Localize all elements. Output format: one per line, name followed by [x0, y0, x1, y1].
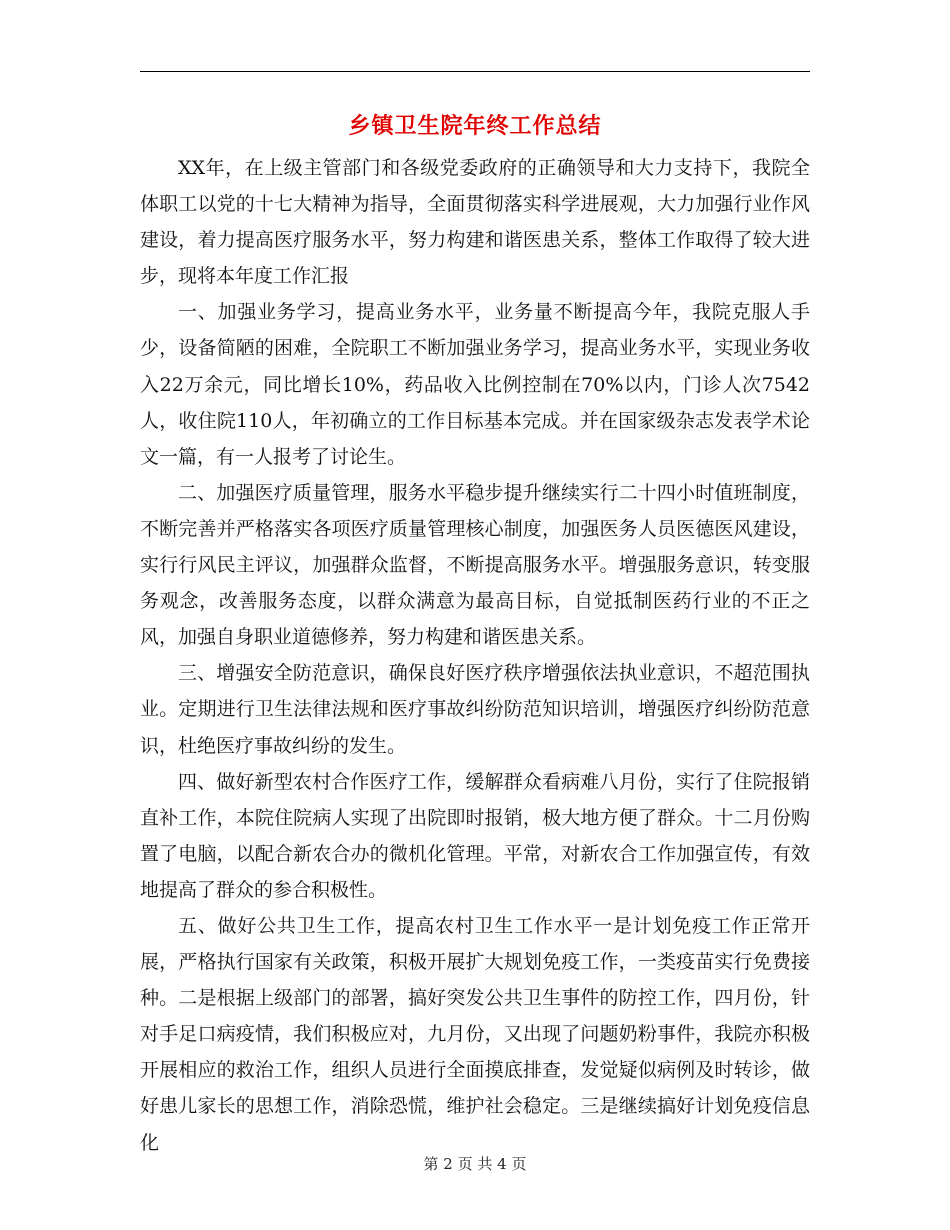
section-1-paragraph: 一、加强业务学习，提高业务水平，业务量不断提高今年，我院克服人手少，设备简陋的困难，全院职工不断加强业务学习，提高业务水平，实现业务收入22万余元，同比增长10%，药品收入比例控制在70%以内，门诊人次7542人，收住院110人，年初确立的工作目标基本完成。并在国家级杂志发表学术论文一篇，有一人报考了讨论生。 — [140, 301, 810, 468]
intro-paragraph: XX年，在上级主管部门和各级党委政府的正确领导和大力支持下，我院全体职工以党的十七大精神为指导，全面贯彻落实科学进展观，大力加强行业作风建设，着力提高医疗服务水平，努力构建和谐医患关系，整体工作取得了较大进步，现将本年度工作汇报 — [140, 157, 810, 288]
section-2-paragraph: 二、加强医疗质量管理，服务水平稳步提升继续实行二十四小时值班制度，不断完善并严格落实各项医疗质量管理核心制度，加强医务人员医德医风建设，实行行风民主评议，加强群众监督，不断提高服务水平。增强服务意识，转变服务观念，改善服务态度，以群众满意为最高目标，自觉抵制医药行业的不正之风，加强自身职业道德修养，努力构建和谐医患关系。 — [140, 481, 810, 649]
section-5-paragraph: 五、做好公共卫生工作，提高农村卫生工作水平一是计划免疫工作正常开展，严格执行国家有关政策，积极开展扩大规划免疫工作，一类疫苗实行免费接种。二是根据上级部门的部署，搞好突发公共卫生事件的防控工作，四月份，针对手足口病疫情，我们积极应对，九月份，又出现了问题奶粉事件，我院亦积极开展相应的救治工作，组织人员进行全面摸底排查，发觉疑似病例及时转诊，做好患儿家长的思想工作，消除恐慌，维护社会稳定。三是继续搞好计划免疫信息化 — [140, 914, 810, 1154]
document-title: 乡镇卫生院年终工作总结 — [348, 113, 602, 139]
document-body — [140, 150, 810, 1161]
section-4-paragraph: 四、做好新型农村合作医疗工作，缓解群众看病难八月份，实行了住院报销直补工作，本院住院病人实现了出院即时报销，极大地方便了群众。十二月份购置了电脑，以配合新农合办的微机化管理。平常，对新农合工作加强宣传，有效地提高了群众的参合积极性。 — [140, 770, 810, 901]
header-rule — [140, 71, 810, 72]
section-3-paragraph: 三、增强安全防范意识，确保良好医疗秩序增强依法执业意识，不超范围执业。定期进行卫生法律法规和医疗事故纠纷防范知识培训，增强医疗纠纷防范意识，杜绝医疗事故纠纷的发生。 — [140, 662, 810, 757]
page-number: 第 2 页 共 4 页 — [423, 1155, 527, 1173]
